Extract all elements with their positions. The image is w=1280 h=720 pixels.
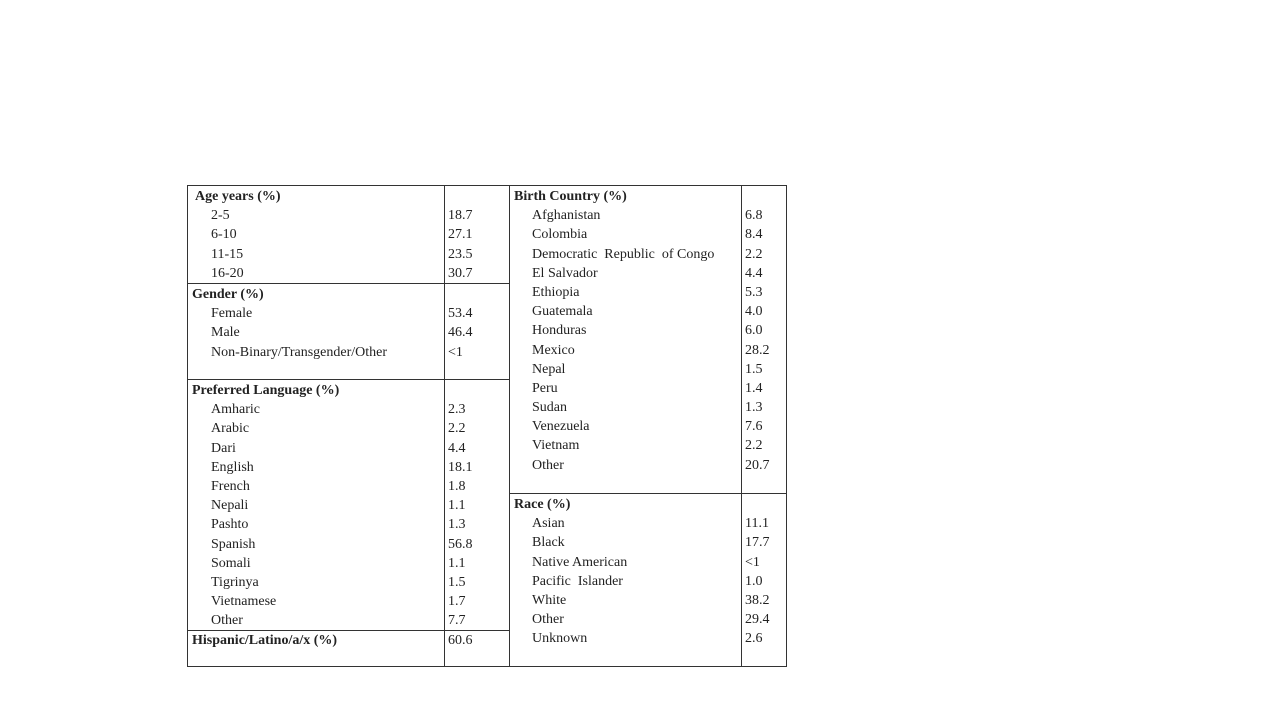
row-value: 53.4 [448, 306, 473, 322]
row-label: Native American [532, 554, 628, 570]
language-heading: Preferred Language (%) [192, 383, 340, 398]
row-value: 29.4 [745, 612, 770, 628]
table-row [510, 321, 786, 340]
row-label: Somali [211, 555, 251, 571]
row-label: Vietnamese [211, 594, 277, 610]
row-value: 2.2 [448, 421, 466, 437]
race-heading: Race (%) [514, 497, 571, 512]
table-row [510, 206, 786, 225]
table-row [188, 477, 509, 496]
birth-country-heading: Birth Country (%) [514, 189, 627, 204]
row-value: 4.4 [448, 440, 466, 456]
table-row [188, 592, 509, 611]
table-row [188, 264, 509, 283]
table-row [510, 283, 786, 302]
row-value: 7.6 [745, 419, 763, 435]
table-row [188, 225, 509, 244]
row-value: 2.2 [745, 246, 763, 262]
row-value: 18.1 [448, 459, 473, 475]
table-row [510, 245, 786, 264]
row-label: Amharic [211, 402, 260, 418]
table-row [188, 554, 509, 573]
row-label: Nepal [532, 361, 566, 377]
table-row [188, 206, 509, 225]
row-label: Vietnam [532, 438, 580, 454]
row-label: Unknown [532, 631, 588, 647]
row-label: Non-Binary/Transgender/Other [211, 344, 388, 360]
row-label: Nepali [211, 498, 249, 514]
table-row [510, 398, 786, 417]
row-value: 11.1 [745, 516, 769, 532]
table-row [188, 611, 509, 630]
row-value: 1.3 [448, 517, 466, 533]
row-value: 60.6 [448, 633, 473, 648]
row-label: French [211, 478, 250, 494]
row-value: 46.4 [448, 325, 473, 341]
language-section [188, 380, 509, 631]
row-label: 16-20 [211, 265, 244, 281]
row-value: 1.4 [745, 380, 763, 396]
row-label: Honduras [532, 323, 587, 339]
row-label: White [532, 592, 567, 608]
table-row [510, 264, 786, 283]
row-label: Peru [532, 380, 558, 396]
table-row [510, 302, 786, 321]
row-value: 1.5 [745, 361, 763, 377]
row-label: Mexico [532, 342, 575, 358]
row-value: 23.5 [448, 246, 473, 262]
row-value: 2.2 [745, 438, 763, 454]
row-label: Tigrinya [211, 574, 259, 590]
row-value: <1 [448, 344, 463, 360]
age-section [188, 186, 509, 284]
row-value: 27.1 [448, 227, 473, 243]
row-value: 17.7 [745, 535, 770, 551]
row-value: 5.3 [745, 284, 763, 300]
row-label: Female [211, 306, 253, 322]
row-value: 28.2 [745, 342, 770, 358]
table-row [510, 360, 786, 379]
table-row [188, 400, 509, 419]
row-label: 2-5 [211, 208, 230, 224]
table-row [188, 496, 509, 515]
row-label: 6-10 [211, 227, 237, 243]
row-value: 56.8 [448, 536, 473, 552]
table-row [510, 553, 786, 572]
row-value: 1.0 [745, 573, 763, 589]
row-label: English [211, 459, 254, 475]
row-value: 1.3 [745, 400, 763, 416]
row-label: Pashto [211, 517, 249, 533]
table-row [188, 515, 509, 534]
row-label: Male [211, 325, 240, 341]
row-value: 7.7 [448, 613, 466, 629]
left-demographics-table [187, 185, 510, 667]
row-label: Pacific Islander [532, 573, 623, 589]
table-row [188, 631, 509, 650]
table-row [510, 225, 786, 244]
birth-country-section [510, 186, 786, 494]
row-label: Ethiopia [532, 284, 580, 300]
hispanic-heading: Hispanic/Latino/a/x (%) [192, 633, 338, 648]
row-label: Colombia [532, 227, 588, 243]
row-label: 11-15 [211, 246, 244, 262]
row-label: Democratic Republic of Congo [532, 246, 715, 262]
row-value: 6.0 [745, 323, 763, 339]
row-label: Venezuela [532, 419, 590, 435]
row-label: Dari [211, 440, 236, 456]
table-row [188, 323, 509, 342]
table-row [188, 304, 509, 323]
row-value: 1.1 [448, 555, 466, 571]
row-value: 4.0 [745, 304, 763, 320]
row-label: Spanish [211, 536, 256, 552]
row-value: 1.1 [448, 498, 466, 514]
table-row [188, 573, 509, 592]
row-label: Other [532, 457, 564, 473]
gender-section [188, 284, 509, 380]
race-section [510, 494, 786, 666]
table-row [510, 572, 786, 591]
right-demographics-table [509, 185, 787, 667]
table-row [188, 419, 509, 438]
row-value: 1.5 [448, 574, 466, 590]
row-value: 1.8 [448, 478, 466, 494]
table-row [510, 610, 786, 629]
row-value: 18.7 [448, 208, 473, 224]
row-label: Afghanistan [532, 208, 601, 224]
table-row [510, 417, 786, 436]
row-label: El Salvador [532, 265, 598, 281]
row-value: 1.7 [448, 594, 466, 610]
age-heading: Age years (%) [195, 189, 281, 204]
table-row [510, 436, 786, 455]
row-label: Other [211, 613, 243, 629]
gender-heading: Gender (%) [192, 287, 264, 302]
table-row [510, 533, 786, 552]
table-row [510, 379, 786, 398]
table-row [510, 629, 786, 648]
row-label: Other [532, 612, 564, 628]
table-row [510, 591, 786, 610]
table-row [188, 245, 509, 264]
row-label: Black [532, 535, 565, 551]
row-value: 30.7 [448, 265, 473, 281]
row-value: 2.6 [745, 631, 763, 647]
table-row [188, 439, 509, 458]
row-value: 2.3 [448, 402, 466, 418]
row-label: Guatemala [532, 304, 593, 320]
row-value: <1 [745, 554, 760, 570]
table-row [510, 341, 786, 360]
row-value: 8.4 [745, 227, 763, 243]
row-value: 4.4 [745, 265, 763, 281]
table-row [510, 514, 786, 533]
row-label: Sudan [532, 400, 567, 416]
row-value: 20.7 [745, 457, 770, 473]
row-value: 38.2 [745, 592, 770, 608]
table-row [188, 458, 509, 477]
row-label: Arabic [211, 421, 250, 437]
row-label: Asian [532, 516, 565, 532]
row-value: 6.8 [745, 208, 763, 224]
hispanic-section [188, 631, 509, 666]
table-row [188, 535, 509, 554]
table-row [188, 343, 509, 362]
table-row [510, 456, 786, 475]
